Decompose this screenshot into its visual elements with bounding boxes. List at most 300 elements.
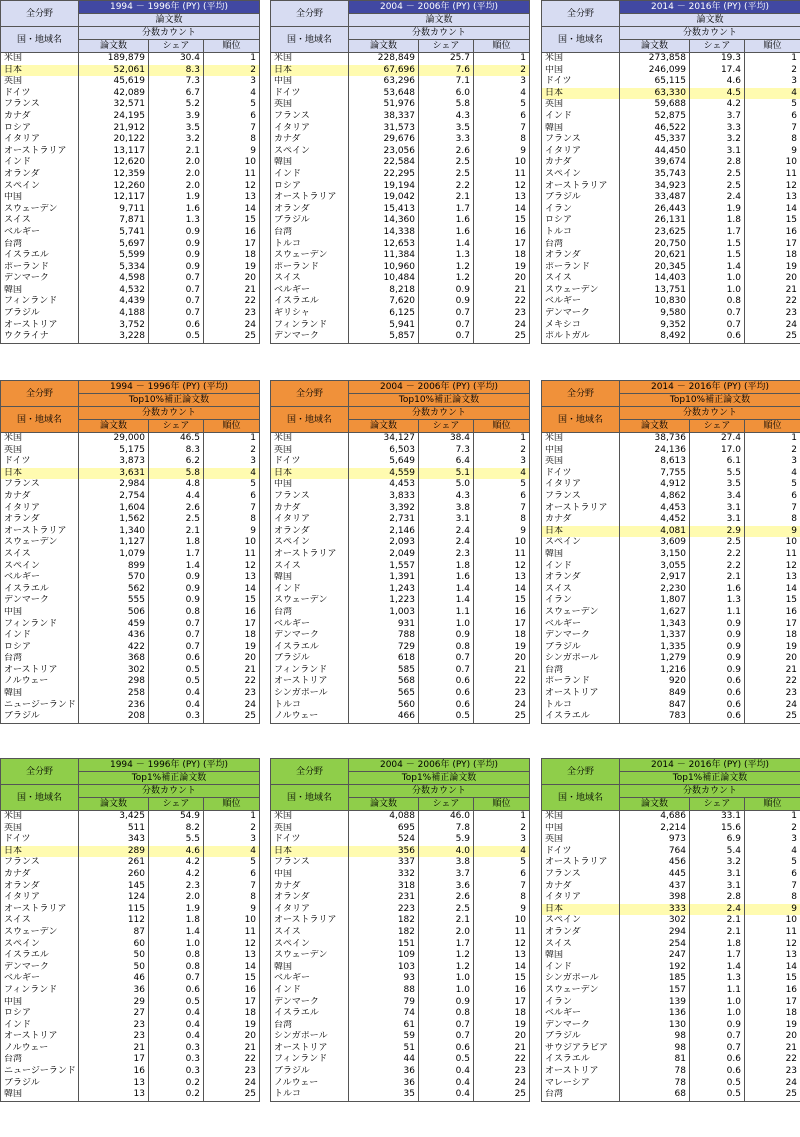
share-column-header: シェア xyxy=(419,420,474,433)
country-cell: インド xyxy=(1,1020,79,1032)
rank-cell: 13 xyxy=(745,192,800,204)
country-cell: 英国 xyxy=(271,823,349,835)
rank-cell: 15 xyxy=(474,973,530,985)
papers-cell: 19,194 xyxy=(349,181,419,193)
table-row xyxy=(271,939,530,951)
table-row xyxy=(542,584,800,596)
share-cell: 0.6 xyxy=(690,688,745,700)
ranking-table xyxy=(270,380,530,724)
papers-cell: 3,833 xyxy=(349,491,419,503)
share-cell: 1.1 xyxy=(419,607,474,619)
papers-cell: 398 xyxy=(620,892,690,904)
share-cell: 0.7 xyxy=(149,285,204,297)
share-cell: 0.7 xyxy=(690,308,745,320)
share-cell: 3.5 xyxy=(690,479,745,491)
country-cell: フィンランド xyxy=(271,1054,349,1066)
share-cell: 3.1 xyxy=(690,881,745,893)
rank-cell: 20 xyxy=(745,1031,800,1043)
papers-cell: 31,573 xyxy=(349,123,419,135)
rank-cell: 24 xyxy=(745,320,800,332)
rank-cell: 22 xyxy=(204,296,260,308)
table-row xyxy=(271,607,530,619)
papers-cell: 4,912 xyxy=(620,479,690,491)
papers-cell: 7,620 xyxy=(349,296,419,308)
country-cell: 中国 xyxy=(271,76,349,88)
table-row xyxy=(542,676,800,688)
share-cell: 2.0 xyxy=(149,892,204,904)
share-cell: 0.6 xyxy=(419,688,474,700)
table-row xyxy=(271,134,530,146)
papers-cell: 5,334 xyxy=(79,262,149,274)
share-cell: 4.0 xyxy=(419,846,474,858)
share-cell: 0.8 xyxy=(149,950,204,962)
share-cell: 0.6 xyxy=(690,700,745,712)
share-cell: 1.4 xyxy=(149,561,204,573)
table-row xyxy=(1,88,260,100)
share-cell: 5.0 xyxy=(419,479,474,491)
share-cell: 1.5 xyxy=(690,250,745,262)
papers-cell: 50 xyxy=(79,962,149,974)
table-row xyxy=(542,468,800,480)
table-row xyxy=(542,973,800,985)
share-cell: 0.9 xyxy=(419,296,474,308)
share-cell: 2.4 xyxy=(690,192,745,204)
papers-column-header: 論文数 xyxy=(79,420,149,433)
table-row xyxy=(542,273,800,285)
papers-cell: 524 xyxy=(349,834,419,846)
papers-cell: 65,115 xyxy=(620,76,690,88)
share-cell: 0.2 xyxy=(149,1078,204,1090)
rank-cell: 2 xyxy=(745,445,800,457)
table-row xyxy=(1,1089,260,1101)
country-cell: インド xyxy=(271,985,349,997)
share-cell: 6.1 xyxy=(690,456,745,468)
table-panel xyxy=(541,380,800,724)
table-row xyxy=(542,157,800,169)
rank-cell: 3 xyxy=(474,456,530,468)
country-cell: オーストラリア xyxy=(542,503,620,515)
country-cell: フィンランド xyxy=(271,320,349,332)
country-cell: 中国 xyxy=(542,823,620,835)
papers-cell: 849 xyxy=(620,688,690,700)
country-cell: 英国 xyxy=(271,445,349,457)
share-cell: 4.6 xyxy=(149,846,204,858)
table-row xyxy=(271,181,530,193)
country-cell: インド xyxy=(542,962,620,974)
rank-cell: 19 xyxy=(204,262,260,274)
table-row xyxy=(542,320,800,332)
papers-cell: 466 xyxy=(349,711,419,723)
table-row xyxy=(271,526,530,538)
rank-cell: 18 xyxy=(474,1008,530,1020)
share-cell: 1.0 xyxy=(690,285,745,297)
table-panel xyxy=(270,758,529,1102)
count-method-header: 分数カウント xyxy=(620,27,800,40)
rank-cell: 8 xyxy=(474,514,530,526)
papers-cell: 1,223 xyxy=(349,595,419,607)
share-cell: 3.3 xyxy=(419,134,474,146)
table-row xyxy=(1,331,260,343)
country-cell: イラン xyxy=(542,204,620,216)
rank-cell: 14 xyxy=(745,584,800,596)
share-cell: 0.9 xyxy=(690,642,745,654)
papers-cell: 136 xyxy=(620,1008,690,1020)
country-cell: 日本 xyxy=(271,65,349,77)
country-cell: 日本 xyxy=(1,65,79,77)
country-cell: 韓国 xyxy=(1,1089,79,1101)
country-column-header: 国・地域名 xyxy=(542,785,620,811)
country-cell: ブラジル xyxy=(1,711,79,723)
table-row xyxy=(271,320,530,332)
table-row xyxy=(1,1066,260,1078)
table-row xyxy=(542,227,800,239)
rank-cell: 15 xyxy=(745,215,800,227)
papers-cell: 139 xyxy=(620,997,690,1009)
papers-cell: 1,279 xyxy=(620,653,690,665)
rank-cell: 17 xyxy=(745,619,800,631)
papers-cell: 5,857 xyxy=(349,331,419,343)
papers-cell: 223 xyxy=(349,904,419,916)
table-row xyxy=(271,584,530,596)
papers-cell: 20,621 xyxy=(620,250,690,262)
table-row xyxy=(271,308,530,320)
country-cell: 台湾 xyxy=(1,653,79,665)
country-cell: ノルウェー xyxy=(271,711,349,723)
rank-cell: 1 xyxy=(745,433,800,445)
rank-cell: 4 xyxy=(204,846,260,858)
papers-cell: 422 xyxy=(79,642,149,654)
country-cell: トルコ xyxy=(271,239,349,251)
table-row xyxy=(271,688,530,700)
table-row xyxy=(271,479,530,491)
papers-cell: 36 xyxy=(349,1066,419,1078)
share-cell: 2.5 xyxy=(690,181,745,193)
country-cell: 米国 xyxy=(542,53,620,65)
rank-column-header: 順位 xyxy=(474,420,530,433)
table-row xyxy=(542,503,800,515)
rank-column-header: 順位 xyxy=(474,798,530,811)
share-cell: 7.3 xyxy=(419,445,474,457)
table-row xyxy=(1,239,260,251)
table-row xyxy=(271,927,530,939)
papers-column-header: 論文数 xyxy=(620,798,690,811)
table-row xyxy=(1,676,260,688)
country-cell: フランス xyxy=(542,491,620,503)
table-row xyxy=(542,123,800,135)
country-cell: ドイツ xyxy=(271,456,349,468)
rank-cell: 12 xyxy=(204,181,260,193)
all-fields-label: 全分野 xyxy=(271,1,349,27)
country-cell: オーストラリア xyxy=(1,526,79,538)
country-cell: オーストラリア xyxy=(271,549,349,561)
country-cell: 米国 xyxy=(271,433,349,445)
rank-cell: 16 xyxy=(204,985,260,997)
country-cell: イタリア xyxy=(542,892,620,904)
share-cell: 0.4 xyxy=(149,1008,204,1020)
country-cell: マレーシア xyxy=(542,1078,620,1090)
rank-cell: 1 xyxy=(474,811,530,823)
country-cell: ロシア xyxy=(271,181,349,193)
country-cell: デンマーク xyxy=(1,595,79,607)
rank-cell: 16 xyxy=(745,607,800,619)
share-cell: 2.1 xyxy=(690,915,745,927)
papers-cell: 157 xyxy=(620,985,690,997)
country-cell: スペイン xyxy=(542,915,620,927)
papers-cell: 24,195 xyxy=(79,111,149,123)
share-cell: 1.0 xyxy=(419,619,474,631)
rank-cell: 21 xyxy=(745,1043,800,1055)
table-row xyxy=(1,445,260,457)
count-method-header: 分数カウント xyxy=(620,785,800,798)
papers-cell: 260 xyxy=(79,869,149,881)
share-cell: 2.3 xyxy=(149,881,204,893)
country-cell: カナダ xyxy=(271,503,349,515)
papers-cell: 130 xyxy=(620,1020,690,1032)
rank-cell: 23 xyxy=(745,1066,800,1078)
share-cell: 3.5 xyxy=(149,123,204,135)
country-cell: オーストリア xyxy=(542,1066,620,1078)
rank-cell: 1 xyxy=(204,53,260,65)
table-row xyxy=(1,630,260,642)
papers-cell: 5,599 xyxy=(79,250,149,262)
share-cell: 0.9 xyxy=(690,619,745,631)
share-cell: 0.8 xyxy=(149,607,204,619)
share-cell: 4.8 xyxy=(149,479,204,491)
table-row xyxy=(542,834,800,846)
table-row xyxy=(271,65,530,77)
country-cell: オーストリア xyxy=(1,1031,79,1043)
share-cell: 0.9 xyxy=(690,630,745,642)
share-cell: 1.8 xyxy=(690,939,745,951)
table-row xyxy=(271,537,530,549)
share-column-header: シェア xyxy=(690,798,745,811)
papers-cell: 14,338 xyxy=(349,227,419,239)
share-cell: 0.6 xyxy=(419,676,474,688)
share-cell: 2.2 xyxy=(690,561,745,573)
rank-cell: 22 xyxy=(745,296,800,308)
rank-cell: 9 xyxy=(745,146,800,158)
share-cell: 0.5 xyxy=(419,1054,474,1066)
country-cell: カナダ xyxy=(1,869,79,881)
papers-cell: 920 xyxy=(620,676,690,688)
table-row xyxy=(542,1043,800,1055)
country-cell: ロシア xyxy=(1,123,79,135)
papers-cell: 10,830 xyxy=(620,296,690,308)
rank-cell: 6 xyxy=(204,491,260,503)
country-cell: カナダ xyxy=(271,881,349,893)
rank-cell: 24 xyxy=(474,700,530,712)
period-header: 2014 － 2016年 (PY) (平均) xyxy=(620,1,800,14)
country-cell: ブラジル xyxy=(542,192,620,204)
rank-cell: 23 xyxy=(745,688,800,700)
table-panel xyxy=(0,0,259,344)
share-cell: 46.0 xyxy=(419,811,474,823)
papers-cell: 562 xyxy=(79,584,149,596)
papers-cell: 44,450 xyxy=(620,146,690,158)
papers-cell: 23,625 xyxy=(620,227,690,239)
table-row xyxy=(1,653,260,665)
papers-cell: 68 xyxy=(620,1089,690,1101)
country-cell: ベルギー xyxy=(271,973,349,985)
table-row xyxy=(542,561,800,573)
papers-cell: 182 xyxy=(349,927,419,939)
period-header: 1994 － 1996年 (PY) (平均) xyxy=(79,759,260,772)
table-row xyxy=(542,1020,800,1032)
share-cell: 0.9 xyxy=(690,653,745,665)
papers-cell: 20,345 xyxy=(620,262,690,274)
table-row xyxy=(542,1066,800,1078)
share-cell: 7.8 xyxy=(419,823,474,835)
table-row xyxy=(271,653,530,665)
papers-cell: 9,352 xyxy=(620,320,690,332)
share-cell: 0.6 xyxy=(690,1066,745,1078)
rank-cell: 11 xyxy=(474,927,530,939)
rank-cell: 19 xyxy=(474,1020,530,1032)
rank-cell: 10 xyxy=(745,915,800,927)
share-cell: 0.5 xyxy=(149,997,204,1009)
share-cell: 33.1 xyxy=(690,811,745,823)
share-cell: 0.4 xyxy=(419,1089,474,1101)
papers-cell: 2,984 xyxy=(79,479,149,491)
share-cell: 54.9 xyxy=(149,811,204,823)
country-cell: トルコ xyxy=(542,227,620,239)
table-row xyxy=(542,927,800,939)
share-cell: 0.6 xyxy=(149,653,204,665)
table-row xyxy=(1,619,260,631)
country-cell: スイス xyxy=(271,561,349,573)
country-cell: ブラジル xyxy=(542,642,620,654)
country-cell: ドイツ xyxy=(542,846,620,858)
rank-cell: 7 xyxy=(204,123,260,135)
papers-cell: 4,452 xyxy=(620,514,690,526)
table-row xyxy=(271,239,530,251)
papers-cell: 5,697 xyxy=(79,239,149,251)
country-cell: オーストリア xyxy=(271,1043,349,1055)
share-cell: 1.1 xyxy=(690,985,745,997)
papers-cell: 9,580 xyxy=(620,308,690,320)
country-cell: スイス xyxy=(271,927,349,939)
country-cell: スペイン xyxy=(542,537,620,549)
rank-cell: 6 xyxy=(474,491,530,503)
rank-cell: 24 xyxy=(204,700,260,712)
share-cell: 0.6 xyxy=(690,711,745,723)
country-cell: 韓国 xyxy=(542,549,620,561)
papers-cell: 5,941 xyxy=(349,320,419,332)
table-row xyxy=(542,134,800,146)
country-cell: フィンランド xyxy=(1,296,79,308)
table-row xyxy=(271,973,530,985)
papers-cell: 445 xyxy=(620,869,690,881)
table-row xyxy=(271,169,530,181)
rank-cell: 10 xyxy=(204,915,260,927)
share-cell: 0.4 xyxy=(149,1031,204,1043)
papers-cell: 74 xyxy=(349,1008,419,1020)
papers-cell: 555 xyxy=(79,595,149,607)
share-cell: 0.5 xyxy=(690,1089,745,1101)
share-cell: 2.5 xyxy=(149,514,204,526)
table-row xyxy=(271,881,530,893)
country-cell: 中国 xyxy=(271,479,349,491)
country-cell: フランス xyxy=(1,99,79,111)
table-row xyxy=(542,296,800,308)
papers-cell: 23 xyxy=(79,1020,149,1032)
papers-cell: 2,214 xyxy=(620,823,690,835)
country-cell: オーストラリア xyxy=(542,857,620,869)
rank-cell: 17 xyxy=(204,997,260,1009)
papers-cell: 26,443 xyxy=(620,204,690,216)
country-cell: フランス xyxy=(542,869,620,881)
country-cell: ドイツ xyxy=(542,468,620,480)
papers-cell: 294 xyxy=(620,927,690,939)
papers-cell: 6,125 xyxy=(349,308,419,320)
country-cell: フランス xyxy=(1,479,79,491)
table-row xyxy=(542,846,800,858)
rank-cell: 8 xyxy=(745,892,800,904)
table-row xyxy=(1,479,260,491)
rank-cell: 9 xyxy=(474,146,530,158)
share-cell: 0.7 xyxy=(419,1031,474,1043)
share-cell: 2.8 xyxy=(690,892,745,904)
rank-cell: 25 xyxy=(745,711,800,723)
papers-cell: 4,453 xyxy=(349,479,419,491)
rank-cell: 14 xyxy=(204,962,260,974)
country-cell: ベルギー xyxy=(1,572,79,584)
papers-cell: 50 xyxy=(79,950,149,962)
rank-cell: 13 xyxy=(474,950,530,962)
share-cell: 5.2 xyxy=(149,99,204,111)
table-row xyxy=(542,857,800,869)
papers-cell: 332 xyxy=(349,869,419,881)
papers-cell: 29,676 xyxy=(349,134,419,146)
share-cell: 1.2 xyxy=(419,273,474,285)
country-cell: カナダ xyxy=(1,111,79,123)
rank-cell: 6 xyxy=(745,111,800,123)
rank-cell: 16 xyxy=(745,985,800,997)
papers-cell: 4,559 xyxy=(349,468,419,480)
country-cell: ポーランド xyxy=(542,262,620,274)
rank-cell: 22 xyxy=(745,676,800,688)
papers-cell: 3,752 xyxy=(79,320,149,332)
rank-cell: 11 xyxy=(204,169,260,181)
table-row xyxy=(1,881,260,893)
table-row xyxy=(1,192,260,204)
share-cell: 0.7 xyxy=(149,642,204,654)
rank-cell: 5 xyxy=(745,857,800,869)
share-cell: 3.1 xyxy=(690,503,745,515)
share-cell: 27.4 xyxy=(690,433,745,445)
papers-cell: 3,609 xyxy=(620,537,690,549)
country-cell: イタリア xyxy=(1,503,79,515)
country-cell: デンマーク xyxy=(271,630,349,642)
country-cell: 米国 xyxy=(271,811,349,823)
rank-cell: 3 xyxy=(474,76,530,88)
rank-cell: 4 xyxy=(474,468,530,480)
table-row xyxy=(1,904,260,916)
table-row xyxy=(271,811,530,823)
table-row xyxy=(271,331,530,343)
table-row xyxy=(542,572,800,584)
table-row xyxy=(271,1078,530,1090)
table-row xyxy=(1,320,260,332)
country-cell: 日本 xyxy=(1,846,79,858)
share-cell: 7.3 xyxy=(149,76,204,88)
papers-cell: 98 xyxy=(620,1031,690,1043)
country-cell: オランダ xyxy=(1,514,79,526)
country-cell: ギリシャ xyxy=(271,308,349,320)
share-cell: 5.9 xyxy=(419,834,474,846)
rank-cell: 22 xyxy=(204,1054,260,1066)
share-cell: 2.1 xyxy=(419,192,474,204)
